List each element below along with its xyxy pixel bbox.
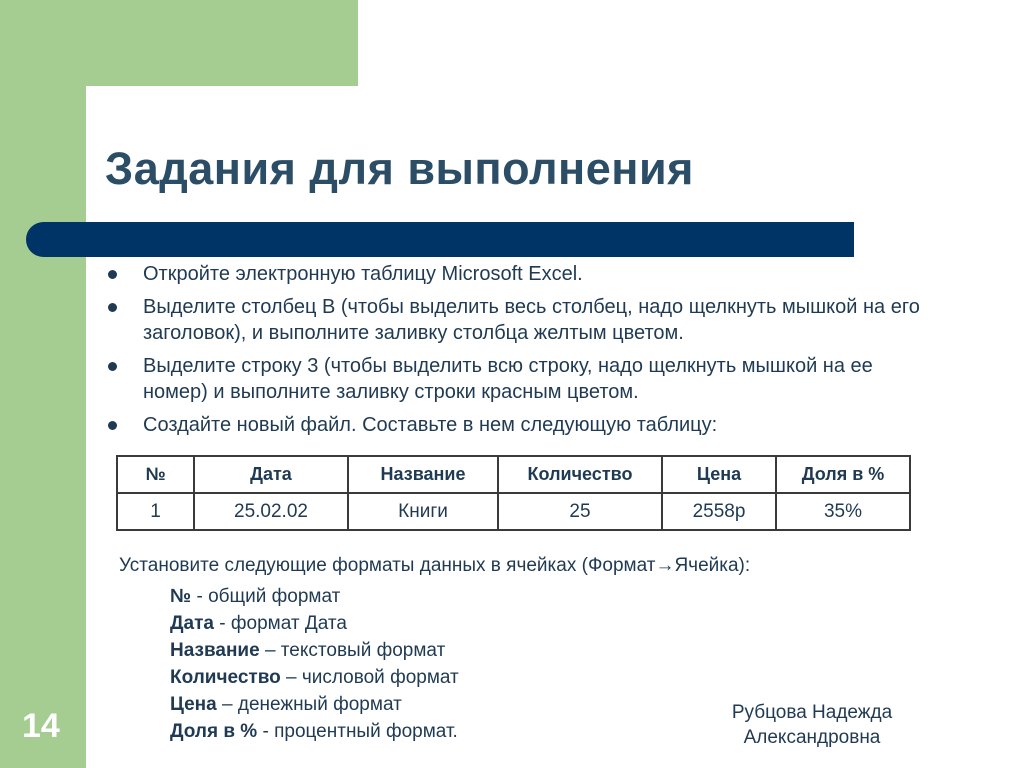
format-field: Название [170,640,260,661]
column-header-date: Дата [194,456,348,493]
task-item [100,412,930,438]
column-header-number: № [117,456,194,493]
task-item [100,261,930,287]
format-desc: - формат Дата [213,613,347,634]
task-text: Откройте электронную таблицу Microsoft Excel. [143,263,583,285]
task-text: Выделите столбец В (чтобы выделить весь столбец, надо щелкнуть мышкой на его заголовок), и выполните заливку столбца желтым цветом. [143,296,920,344]
task-list [100,261,930,445]
task-item [100,294,930,346]
column-header-price: Цена [662,456,776,493]
bullet-icon [108,303,117,312]
format-item [170,691,459,718]
green-top-block [0,0,358,86]
bullet-icon [108,421,117,430]
table-cell: 25.02.02 [194,493,348,530]
slide-number: 14 [22,707,60,745]
title-underline-bar [26,222,854,257]
format-field: Количество [170,667,281,688]
format-desc: - общий формат [191,586,341,607]
format-desc: – текстовый формат [259,640,446,661]
table-header-row [117,456,910,493]
format-list [170,583,459,745]
sample-table [116,455,911,531]
format-field: Дата [170,613,214,634]
format-item [170,583,459,610]
format-item [170,610,459,637]
table-cell: 2558р [662,493,776,530]
format-item [170,664,459,691]
formats-intro: Установите следующие форматы данных в ячейках (Формат→Ячейка): [119,555,751,576]
column-header-quantity: Количество [498,456,662,493]
table-cell: 1 [117,493,194,530]
author-line: Александровна [743,727,881,748]
table-row [117,493,910,530]
format-item [170,718,459,745]
author-credit [700,700,924,750]
bullet-icon [108,362,117,371]
format-field: Доля в % [170,721,258,742]
slide-title: Задания для выполнения [105,143,694,194]
green-sidebar [0,0,86,768]
format-desc: – числовой формат [280,667,459,688]
task-item [100,353,930,405]
task-text: Создайте новый файл. Составьте в нем следующую таблицу: [143,414,718,436]
table-cell: 35% [776,493,910,530]
format-field: Цена [170,694,217,715]
format-item [170,637,459,664]
column-header-share: Доля в % [776,456,910,493]
table-cell: 25 [498,493,662,530]
bullet-icon [108,270,117,279]
format-desc: – денежный формат [216,694,402,715]
format-desc: - процентный формат. [257,721,458,742]
table-cell: Книги [348,493,498,530]
author-line: Рубцова Надежда [731,702,893,723]
task-text: Выделите строку 3 (чтобы выделить всю строку, надо щелкнуть мышкой на ее номер) и выполните заливку строки красным цветом. [143,355,873,403]
column-header-name: Название [348,456,498,493]
format-field: № [170,586,192,607]
